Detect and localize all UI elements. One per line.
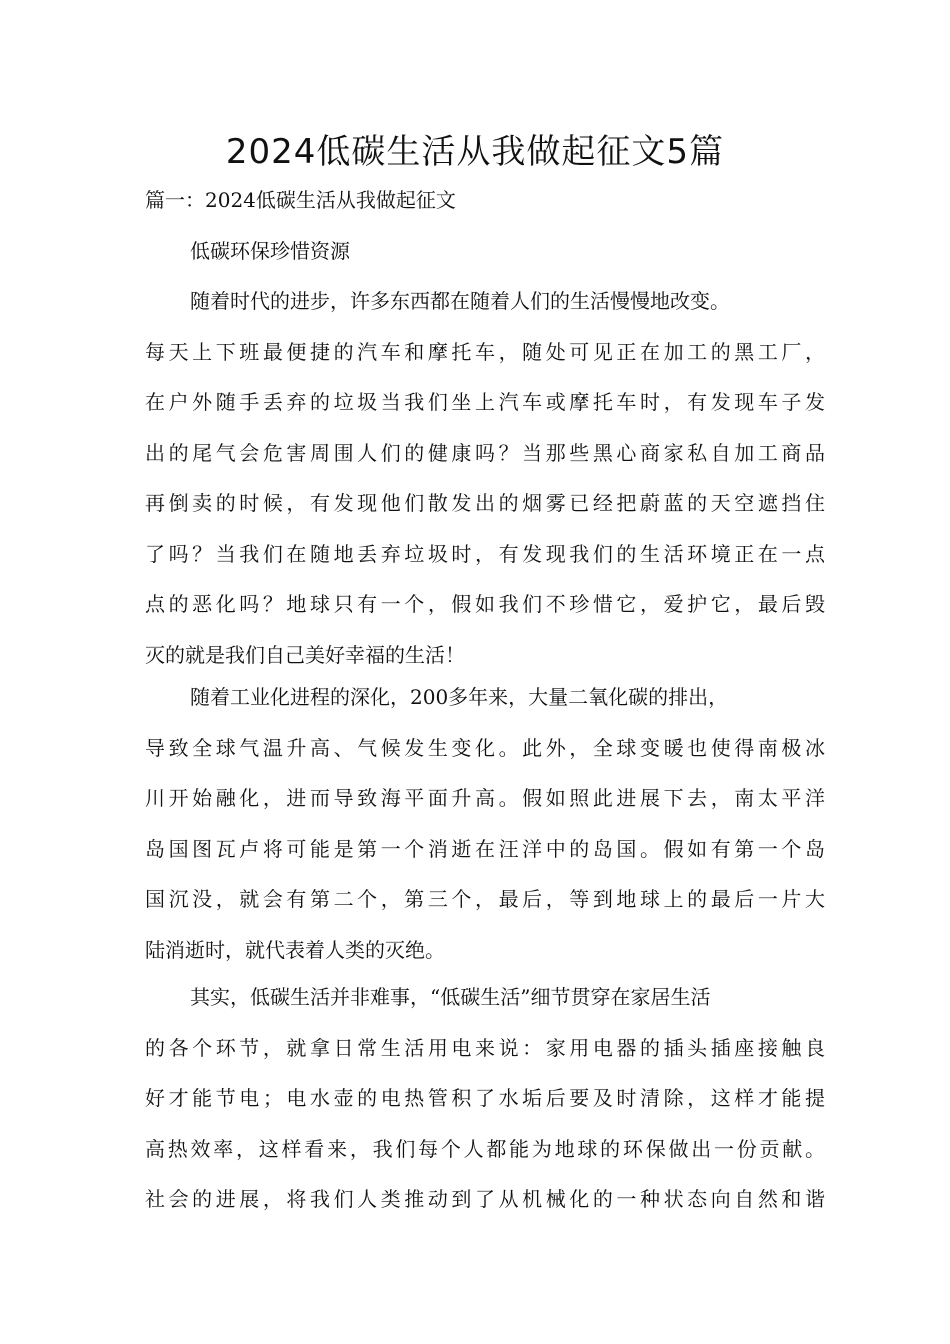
paragraph-line: 陆消逝时，就代表着人类的灭绝。 bbox=[145, 937, 445, 962]
paragraph-line: 岛国图瓦卢将可能是第一个消逝在汪洋中的岛国。假如有第一个岛 bbox=[145, 836, 825, 861]
paragraph-line: 社会的进展，将我们人类推动到了从机械化的一种状态向自然和谐 bbox=[145, 1187, 825, 1211]
paragraph-line: 每天上下班最便捷的汽车和摩托车，随处可见正在加工的黑工厂， bbox=[145, 339, 825, 364]
paragraph-line: 再倒卖的时候，有发现他们散发出的烟雾已经把蔚蓝的天空遮挡住 bbox=[145, 491, 825, 515]
paragraph-line: 其实，低碳生活并非难事，“低碳生活”细节贯穿在家居生活 bbox=[190, 985, 711, 1009]
document-title: 2024低碳生活从我做起征文5篇 bbox=[225, 132, 725, 172]
paragraph-1 bbox=[145, 276, 825, 680]
paragraph-line: 在户外随手丢弃的垃圾当我们坐上汽车或摩托车时，有发现车子发 bbox=[145, 390, 825, 414]
paragraph-line: 出的尾气会危害周围人们的健康吗？当那些黑心商家私自加工商品 bbox=[145, 440, 825, 465]
section-heading: 低碳环保珍惜资源 bbox=[190, 239, 350, 263]
paragraph-3 bbox=[145, 972, 825, 1225]
paragraph-line: 灭的就是我们自己美好幸福的生活！ bbox=[145, 642, 465, 667]
paragraph-line: 随着工业化进程的深化，200多年来，大量二氧化碳的排出， bbox=[190, 685, 729, 709]
paragraph-line: 国沉没，就会有第二个，第三个，最后，等到地球上的最后一片大 bbox=[145, 887, 825, 911]
paragraph-line: 随着时代的进步，许多东西都在随着人们的生活慢慢地改变。 bbox=[190, 289, 730, 313]
document-subtitle: 篇一：2024低碳生活从我做起征文 bbox=[145, 188, 456, 212]
paragraph-line: 点的恶化吗？地球只有一个，假如我们不珍惜它，爱护它，最后毁 bbox=[145, 592, 825, 616]
paragraph-2 bbox=[145, 672, 825, 975]
paragraph-line: 高热效率，这样看来，我们每个人都能为地球的环保做出一份贡献。 bbox=[145, 1136, 825, 1161]
paragraph-line: 好才能节电；电水壶的电热管积了水垢后要及时清除，这样才能提 bbox=[145, 1086, 825, 1110]
paragraph-line: 了吗？当我们在随地丢弃垃圾时，有发现我们的生活环境正在一点 bbox=[145, 541, 825, 566]
paragraph-line: 导致全球气温升高、气候发生变化。此外，全球变暖也使得南极冰 bbox=[145, 735, 825, 760]
paragraph-line: 的各个环节，就拿日常生活用电来说：家用电器的插头插座接触良 bbox=[145, 1035, 825, 1060]
paragraph-line: 川开始融化，进而导致海平面升高。假如照此进展下去，南太平洋 bbox=[145, 786, 825, 810]
